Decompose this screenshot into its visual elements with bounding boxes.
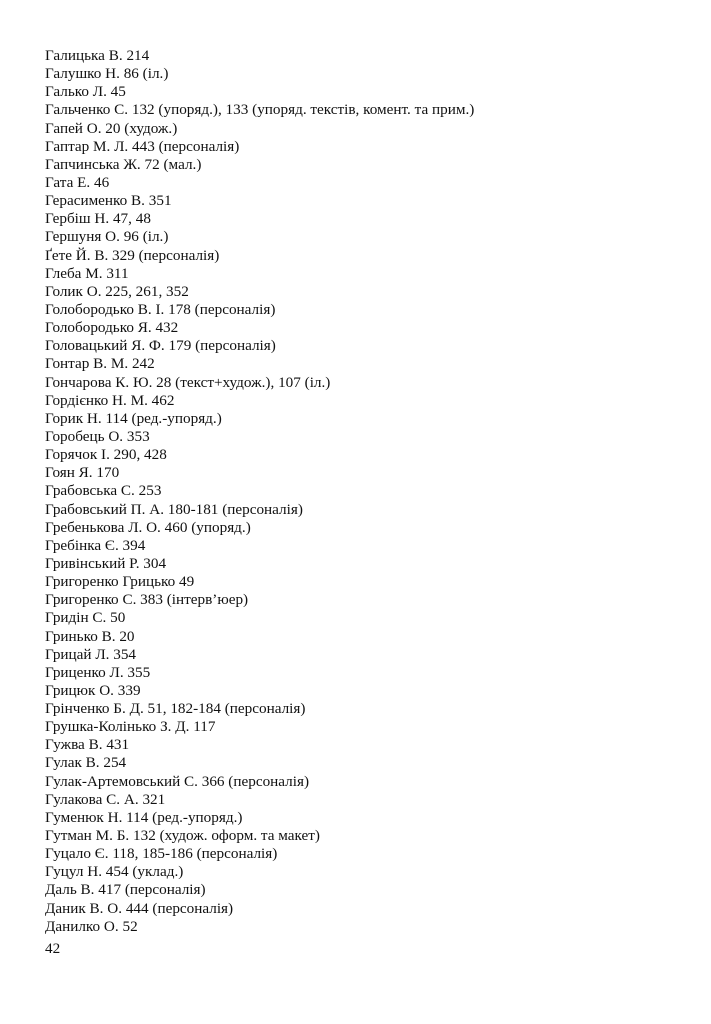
index-entry: Гребінка Є. 394 bbox=[45, 536, 146, 554]
index-entry: Ґете Й. В. 329 (персоналія) bbox=[45, 246, 220, 264]
index-entry: Гербіш Н. 47, 48 bbox=[45, 210, 151, 228]
index-entry: Гридін С. 50 bbox=[45, 609, 126, 627]
index-entry: Гонтар В. М. 242 bbox=[45, 355, 155, 373]
index-entry: Гапчинська Ж. 72 (мал.) bbox=[45, 155, 202, 173]
index-entry: Грабовський П. А. 180-181 (персоналія) bbox=[45, 500, 303, 518]
index-entry: Глеба М. 311 bbox=[45, 264, 129, 282]
index-entry: Головацький Я. Ф. 179 (персоналія) bbox=[45, 337, 276, 355]
index-entry: Грабовська С. 253 bbox=[45, 482, 162, 500]
index-entry: Грушка-Колінько З. Д. 117 bbox=[45, 718, 216, 736]
index-entry: Горик Н. 114 (ред.-упоряд.) bbox=[45, 409, 222, 427]
index-entry: Горобець О. 353 bbox=[45, 427, 150, 445]
index-entry: Даник В. О. 444 (персоналія) bbox=[45, 899, 234, 917]
index-entry: Голик О. 225, 261, 352 bbox=[45, 282, 189, 300]
index-entry: Герасименко В. 351 bbox=[45, 192, 172, 210]
index-entry: Гончарова К. Ю. 28 (текст+худож.), 107 (іл.) bbox=[45, 373, 331, 391]
index-entry: Гулак-Артемовський С. 366 (персоналія) bbox=[45, 772, 310, 790]
index-entry: Григоренко С. 383 (інтерв’юер) bbox=[45, 591, 249, 609]
index-entry: Гулак В. 254 bbox=[45, 754, 127, 772]
index-entry: Гордієнко Н. М. 462 bbox=[45, 391, 175, 409]
index-entry: Гулакова С. А. 321 bbox=[45, 790, 166, 808]
index-entry: Гершуня О. 96 (іл.) bbox=[45, 228, 169, 246]
index-entry: Горячок І. 290, 428 bbox=[45, 446, 167, 464]
index-entry: Голобородько Я. 432 bbox=[45, 319, 179, 337]
index-entry: Галушко Н. 86 (іл.) bbox=[45, 65, 169, 83]
page-number: 42 bbox=[45, 940, 61, 957]
index-entry: Даль В. 417 (персоналія) bbox=[45, 881, 206, 899]
index-entry: Галицька В. 214 bbox=[45, 47, 150, 64]
index-entry: Гутман М. Б. 132 (худож. оформ. та макет) bbox=[45, 827, 320, 845]
index-entry: Гаптар М. Л. 443 (персоналія) bbox=[45, 137, 240, 155]
index-entry: Гребенькова Л. О. 460 (упоряд.) bbox=[45, 518, 251, 536]
index-entry: Грінченко Б. Д. 51, 182-184 (персоналія) bbox=[45, 700, 306, 718]
index-entry: Гата Е. 46 bbox=[45, 173, 110, 191]
index-entry: Гривінський Р. 304 bbox=[45, 554, 167, 572]
index-entry: Гринько В. 20 bbox=[45, 627, 135, 645]
index-entry: Гальченко С. 132 (упоряд.), 133 (упоряд. текстів, комент. та прим.) bbox=[45, 101, 475, 119]
index-entry: Гуменюк Н. 114 (ред.-упоряд.) bbox=[45, 808, 243, 826]
index-entry: Гуцало Є. 118, 185-186 (персоналія) bbox=[45, 845, 278, 863]
index-entry: Гуцул Н. 454 (уклад.) bbox=[45, 863, 184, 881]
index-entry: Грицюк О. 339 bbox=[45, 681, 141, 699]
index-entry: Гапей О. 20 (худож.) bbox=[45, 119, 178, 137]
index-entry: Данилко О. 52 bbox=[45, 917, 138, 935]
index-entry: Григоренко Грицько 49 bbox=[45, 573, 195, 591]
index-entry: Гриценко Л. 355 bbox=[45, 663, 151, 681]
index-entry: Гужва В. 431 bbox=[45, 736, 130, 754]
index-entry: Грицай Л. 354 bbox=[45, 645, 137, 663]
name-index-list bbox=[45, 47, 474, 936]
index-entry: Галько Л. 45 bbox=[45, 83, 126, 101]
index-entry: Гоян Я. 170 bbox=[45, 464, 120, 482]
index-entry: Голобородько В. І. 178 (персоналія) bbox=[45, 300, 276, 318]
